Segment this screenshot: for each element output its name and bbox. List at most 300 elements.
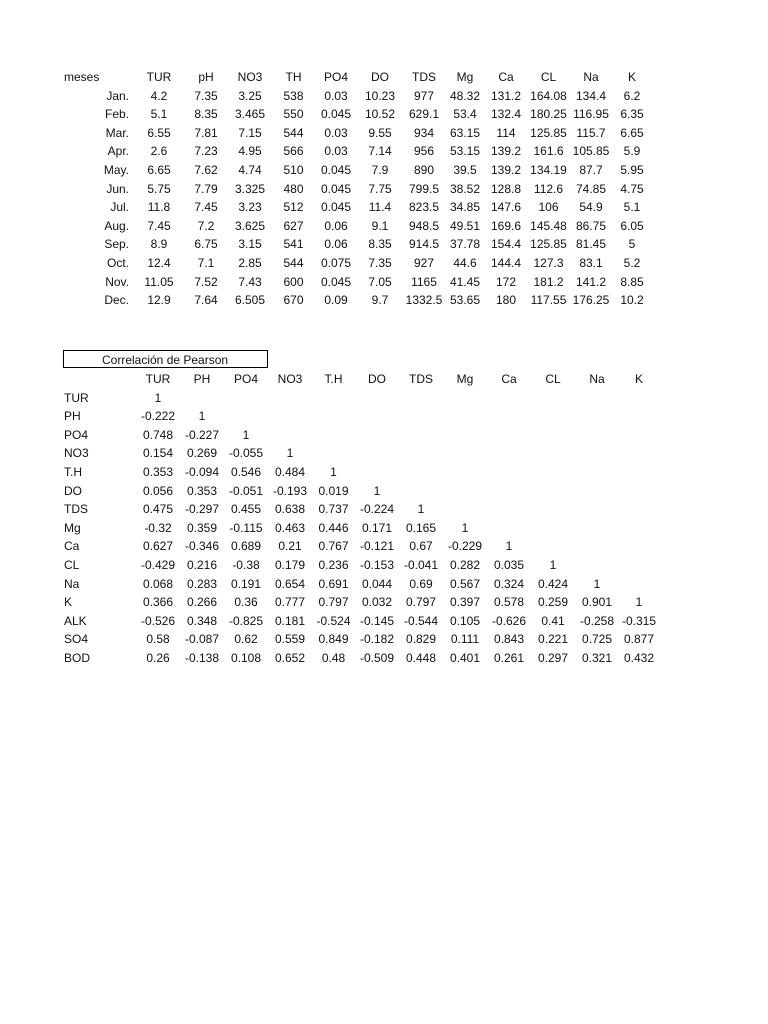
- pearson-row: [64, 444, 659, 463]
- column-header: CL: [545, 372, 561, 386]
- column-header: DO: [371, 70, 389, 84]
- table-cell: 0.567: [449, 576, 481, 591]
- table-cell: [531, 426, 575, 445]
- table-cell: 0.424: [537, 576, 569, 591]
- table-cell: 1: [593, 576, 601, 591]
- column-header: Ca: [501, 372, 517, 386]
- pearson-row: [64, 389, 659, 408]
- table-cell: 7.62: [194, 162, 218, 177]
- table-cell: [443, 463, 487, 482]
- pearson-row: [64, 630, 659, 649]
- table-cell: 11.4: [368, 200, 392, 215]
- table-cell: 0.108: [230, 650, 262, 665]
- table-cell: [531, 519, 575, 538]
- column-header: TUR: [145, 372, 171, 386]
- table-cell: 3.25: [238, 88, 262, 103]
- table-cell: 0.045: [320, 162, 352, 177]
- monthly-row: [64, 254, 652, 273]
- row-label: Jul.: [110, 200, 129, 215]
- table-cell: 0.261: [493, 650, 525, 665]
- table-cell: 5: [628, 237, 636, 252]
- table-cell: 11.8: [147, 200, 171, 215]
- table-cell: 0.359: [186, 520, 218, 535]
- table-cell: [487, 519, 531, 538]
- pearson-title-box: [63, 350, 268, 368]
- table-cell: -0.087: [184, 632, 220, 647]
- table-cell: 9.7: [371, 293, 389, 308]
- table-cell: -0.182: [359, 632, 395, 647]
- column-header: TDS: [412, 70, 436, 84]
- pearson-title: Correlación de Pearson: [102, 353, 229, 367]
- table-cell: 53.4: [453, 107, 477, 122]
- table-cell: [487, 482, 531, 501]
- table-cell: 566: [283, 144, 304, 159]
- table-cell: [487, 426, 531, 445]
- table-cell: [399, 463, 443, 482]
- table-cell: 1: [242, 427, 250, 442]
- column-header: DO: [368, 372, 386, 386]
- table-cell: [619, 426, 659, 445]
- table-cell: -0.222: [140, 409, 176, 424]
- table-cell: 7.52: [194, 274, 218, 289]
- table-cell: [224, 407, 268, 426]
- table-cell: 0.725: [581, 632, 613, 647]
- table-cell: 948.5: [408, 218, 440, 233]
- table-cell: [268, 389, 312, 408]
- pearson-row: [64, 537, 659, 556]
- table-cell: 512: [283, 200, 304, 215]
- table-cell: 172: [495, 274, 517, 289]
- table-cell: 541: [283, 237, 304, 252]
- table-cell: 0.484: [274, 464, 306, 479]
- table-cell: 0.475: [142, 502, 174, 517]
- table-cell: [619, 519, 659, 538]
- table-cell: [575, 463, 619, 482]
- table-cell: 0.044: [361, 576, 393, 591]
- table-cell: 0.282: [449, 557, 481, 572]
- table-cell: -0.138: [184, 650, 220, 665]
- table-cell: 154.4: [490, 237, 522, 252]
- table-cell: 74.85: [575, 181, 607, 196]
- table-cell: 0.019: [318, 483, 349, 498]
- table-cell: [312, 389, 355, 408]
- table-cell: 0.843: [493, 632, 525, 647]
- table-cell: 5.1: [150, 107, 168, 122]
- table-cell: 0.366: [142, 595, 174, 610]
- table-cell: -0.224: [359, 502, 395, 517]
- table-cell: 1: [198, 409, 206, 424]
- table-cell: 0.111: [450, 632, 480, 647]
- row-label: ALK: [64, 613, 87, 628]
- table-cell: [487, 500, 531, 519]
- column-header: K: [634, 372, 643, 386]
- table-cell: 83.1: [579, 255, 603, 270]
- row-label: SO4: [64, 632, 89, 647]
- table-cell: [619, 444, 659, 463]
- table-cell: 0.353: [186, 483, 218, 498]
- row-label: Ca: [64, 539, 80, 554]
- table-cell: 0.045: [320, 274, 352, 289]
- table-cell: -0.051: [228, 483, 264, 498]
- table-cell: [619, 500, 659, 519]
- table-cell: -0.429: [140, 557, 176, 572]
- table-cell: [575, 556, 619, 575]
- table-cell: -0.115: [229, 520, 263, 535]
- table-cell: [355, 389, 399, 408]
- table-cell: 0.448: [405, 650, 437, 665]
- table-cell: 0.09: [324, 293, 348, 308]
- table-cell: 0.06: [324, 218, 348, 233]
- table-cell: 0.03: [324, 88, 348, 103]
- table-cell: 1: [417, 502, 425, 517]
- table-cell: 7.9: [371, 162, 389, 177]
- table-cell: 9.55: [368, 125, 392, 140]
- table-cell: 6.05: [620, 218, 644, 233]
- table-cell: [399, 426, 443, 445]
- table-cell: 147.6: [490, 200, 522, 215]
- table-cell: [312, 444, 355, 463]
- row-label: BOD: [64, 650, 91, 665]
- table-cell: -0.38: [232, 557, 260, 572]
- table-cell: 1: [286, 446, 294, 461]
- table-cell: [312, 426, 355, 445]
- table-cell: -0.094: [184, 464, 220, 479]
- monthly-row: [64, 180, 652, 199]
- table-cell: [575, 519, 619, 538]
- table-cell: [443, 389, 487, 408]
- table-cell: 0.068: [142, 576, 174, 591]
- table-cell: -0.297: [184, 502, 220, 517]
- table-cell: -0.229: [447, 539, 483, 554]
- table-cell: [355, 444, 399, 463]
- row-label: Na: [64, 576, 80, 591]
- table-cell: 544: [283, 125, 304, 140]
- table-cell: 799.5: [408, 181, 440, 196]
- monthly-row: [64, 291, 652, 310]
- table-cell: 112.6: [533, 181, 564, 196]
- table-cell: 180: [495, 293, 517, 308]
- table-cell: 116.95: [573, 107, 609, 122]
- table-cell: 0.401: [449, 650, 481, 665]
- table-cell: 134.4: [575, 88, 607, 103]
- pearson-row: [64, 407, 659, 426]
- table-cell: 956: [413, 144, 435, 159]
- table-cell: [619, 537, 659, 556]
- table-cell: 139.2: [490, 162, 522, 177]
- table-cell: 629.1: [408, 107, 440, 122]
- table-cell: 0.21: [278, 539, 302, 554]
- pearson-row: [64, 649, 659, 668]
- table-cell: 6.35: [620, 107, 644, 122]
- table-cell: 0.221: [537, 632, 569, 647]
- table-cell: [268, 407, 312, 426]
- table-cell: 0.032: [361, 595, 393, 610]
- table-cell: 134.19: [530, 162, 567, 177]
- table-cell: 145.48: [530, 218, 567, 233]
- table-cell: 11.05: [144, 274, 174, 289]
- table-cell: 6.65: [620, 125, 644, 140]
- table-cell: 977: [413, 88, 435, 103]
- table-cell: [575, 500, 619, 519]
- table-cell: 0.463: [274, 520, 306, 535]
- table-cell: 2.6: [150, 144, 168, 159]
- table-cell: 0.216: [186, 557, 218, 572]
- table-cell: 144.4: [490, 255, 522, 270]
- row-label: Mg: [64, 520, 81, 535]
- table-cell: 0.446: [318, 520, 349, 535]
- table-cell: -0.346: [184, 539, 220, 554]
- table-cell: 0.578: [493, 595, 525, 610]
- table-cell: 0.321: [581, 650, 613, 665]
- table-cell: 139.2: [490, 144, 522, 159]
- table-cell: [531, 389, 575, 408]
- table-cell: 54.9: [579, 200, 603, 215]
- table-cell: 550: [283, 107, 304, 122]
- table-cell: 6.55: [147, 125, 171, 140]
- table-cell: 0.179: [274, 557, 306, 572]
- table-cell: -0.121: [359, 539, 395, 554]
- table-cell: 1165: [411, 274, 437, 289]
- table-cell: [487, 389, 531, 408]
- table-cell: [531, 537, 575, 556]
- monthly-row: [64, 161, 652, 180]
- table-cell: 53.65: [449, 293, 481, 308]
- table-cell: 0.03: [324, 125, 348, 140]
- pearson-row: [64, 482, 659, 501]
- table-cell: 4.95: [238, 144, 262, 159]
- table-cell: 128.8: [490, 181, 522, 196]
- table-cell: [224, 389, 268, 408]
- table-cell: 141.2: [575, 274, 607, 289]
- table-cell: 0.324: [493, 576, 525, 591]
- table-cell: 0.58: [146, 632, 170, 647]
- table-cell: [399, 482, 443, 501]
- table-cell: [619, 575, 659, 594]
- column-header: Ca: [498, 70, 514, 84]
- table-cell: -0.626: [491, 613, 527, 628]
- row-label: PO4: [64, 427, 89, 442]
- table-cell: [487, 463, 531, 482]
- row-label: Jan.: [106, 88, 129, 103]
- table-cell: [355, 426, 399, 445]
- column-header: [64, 370, 136, 389]
- monthly-row: [64, 217, 652, 236]
- table-cell: 600: [283, 274, 304, 289]
- table-cell: -0.526: [140, 613, 176, 628]
- column-header: NO3: [237, 70, 263, 84]
- table-cell: 1: [373, 483, 381, 498]
- table-cell: 538: [283, 88, 304, 103]
- pearson-header-row: [64, 370, 659, 389]
- monthly-row: [64, 105, 652, 124]
- table-cell: 34.85: [449, 200, 481, 215]
- table-cell: 927: [413, 255, 435, 270]
- table-cell: 0.691: [318, 576, 349, 591]
- column-header: TH: [285, 70, 302, 84]
- column-header: pH: [198, 70, 214, 84]
- table-cell: 0.627: [142, 539, 174, 554]
- table-cell: [619, 556, 659, 575]
- table-cell: 7.05: [368, 274, 392, 289]
- table-cell: 87.7: [579, 162, 603, 177]
- table-cell: -0.315: [621, 613, 657, 628]
- table-cell: 7.75: [368, 181, 392, 196]
- table-cell: 0.654: [274, 576, 306, 591]
- row-label: PH: [64, 409, 81, 424]
- monthly-header-row: [64, 68, 652, 87]
- table-cell: 0.638: [274, 502, 306, 517]
- table-cell: [531, 407, 575, 426]
- table-cell: 510: [283, 162, 304, 177]
- table-cell: 180.25: [530, 107, 567, 122]
- table-cell: 0.36: [234, 595, 258, 610]
- row-label: Sep.: [104, 237, 129, 252]
- table-cell: 0.353: [142, 464, 174, 479]
- table-cell: 81.45: [575, 237, 607, 252]
- table-cell: 131.2: [490, 88, 522, 103]
- table-cell: 1: [330, 464, 337, 479]
- table-cell: 3.325: [234, 181, 266, 196]
- table-cell: [575, 389, 619, 408]
- table-cell: 53.15: [449, 144, 481, 159]
- table-cell: 10.2: [620, 293, 644, 308]
- table-cell: 86.75: [575, 218, 607, 233]
- table-cell: 0.748: [142, 427, 174, 442]
- table-cell: [399, 389, 443, 408]
- table-cell: [312, 407, 355, 426]
- table-cell: 5.95: [620, 162, 644, 177]
- table-cell: 0.105: [449, 613, 481, 628]
- row-label: TUR: [64, 390, 89, 405]
- monthly-row: [64, 273, 652, 292]
- table-cell: 132.4: [490, 107, 522, 122]
- table-cell: 0.165: [405, 520, 437, 535]
- table-cell: 0.075: [320, 255, 352, 270]
- table-cell: 0.901: [581, 595, 613, 610]
- table-cell: 0.397: [449, 595, 481, 610]
- column-header: TUR: [146, 70, 172, 84]
- table-cell: 0.03: [324, 144, 348, 159]
- table-cell: 7.23: [194, 144, 218, 159]
- table-cell: 1: [461, 520, 469, 535]
- table-cell: 63.15: [449, 125, 481, 140]
- table-cell: 3.465: [234, 107, 266, 122]
- table-cell: -0.055: [228, 446, 264, 461]
- pearson-row: [64, 463, 659, 482]
- table-cell: [443, 407, 487, 426]
- table-cell: 114: [496, 125, 516, 140]
- table-cell: 0.777: [274, 595, 306, 610]
- table-cell: 115.7: [576, 125, 606, 140]
- table-cell: 7.79: [194, 181, 218, 196]
- table-cell: -0.193: [272, 483, 308, 498]
- table-cell: [355, 463, 399, 482]
- table-cell: -0.509: [359, 650, 395, 665]
- table-cell: 7.45: [147, 218, 171, 233]
- row-label: Oct.: [106, 255, 129, 270]
- table-cell: 12.9: [147, 293, 171, 308]
- table-cell: 627: [283, 218, 304, 233]
- table-cell: 670: [283, 293, 304, 308]
- table-cell: 0.269: [186, 446, 218, 461]
- table-cell: 106: [538, 200, 559, 215]
- table-cell: 4.2: [150, 88, 168, 103]
- table-cell: 0.41: [541, 613, 565, 628]
- column-header: CL: [540, 70, 557, 84]
- table-cell: 0.432: [623, 650, 655, 665]
- table-cell: 125.85: [530, 125, 567, 140]
- table-cell: 0.259: [537, 595, 569, 610]
- table-cell: 1: [505, 539, 513, 554]
- table-cell: 0.546: [230, 464, 262, 479]
- table-cell: [487, 444, 531, 463]
- table-cell: 181.2: [533, 274, 564, 289]
- table-cell: 934: [413, 125, 435, 140]
- table-cell: 480: [283, 181, 304, 196]
- row-label: K: [64, 595, 73, 610]
- table-cell: [575, 537, 619, 556]
- pearson-row: [64, 556, 659, 575]
- table-cell: 0.181: [274, 613, 306, 628]
- table-cell: 0.69: [409, 576, 433, 591]
- pearson-row: [64, 500, 659, 519]
- table-cell: 0.191: [230, 576, 262, 591]
- table-cell: 6.505: [234, 293, 266, 308]
- table-cell: 5.75: [147, 181, 171, 196]
- table-cell: [531, 463, 575, 482]
- table-cell: 0.06: [324, 237, 348, 252]
- table-cell: [575, 426, 619, 445]
- table-cell: [575, 444, 619, 463]
- table-cell: 0.737: [318, 502, 349, 517]
- row-label: CL: [64, 557, 80, 572]
- column-header: K: [627, 70, 636, 84]
- column-header: Na: [589, 372, 605, 386]
- table-cell: [180, 389, 224, 408]
- table-cell: 6.75: [194, 237, 218, 252]
- table-cell: [487, 407, 531, 426]
- column-header: PH: [193, 372, 211, 386]
- table-cell: 7.14: [368, 144, 392, 159]
- table-cell: 0.455: [230, 502, 262, 517]
- row-label: NO3: [64, 446, 89, 461]
- table-cell: [268, 426, 312, 445]
- table-cell: 0.689: [230, 539, 262, 554]
- table-cell: [531, 482, 575, 501]
- table-cell: [399, 407, 443, 426]
- table-cell: 890: [413, 162, 435, 177]
- table-cell: [399, 444, 443, 463]
- table-cell: 7.1: [197, 255, 215, 270]
- table-cell: 7.35: [194, 88, 218, 103]
- table-cell: 7.64: [194, 293, 218, 308]
- table-cell: 0.283: [186, 576, 218, 591]
- table-cell: 10.52: [364, 107, 396, 122]
- column-header: Mg: [456, 70, 474, 84]
- table-cell: [619, 407, 659, 426]
- column-header: PO4: [323, 70, 348, 84]
- pearson-correlation-table: [64, 370, 659, 668]
- table-cell: 3.15: [238, 237, 262, 252]
- table-cell: 8.35: [368, 237, 392, 252]
- table-cell: 0.035: [493, 557, 525, 572]
- pearson-row: [64, 575, 659, 594]
- table-cell: -0.544: [403, 613, 439, 628]
- table-cell: 6.2: [623, 88, 641, 103]
- row-label: Jun.: [106, 181, 129, 196]
- table-cell: 5.2: [623, 255, 641, 270]
- table-cell: 7.2: [197, 218, 215, 233]
